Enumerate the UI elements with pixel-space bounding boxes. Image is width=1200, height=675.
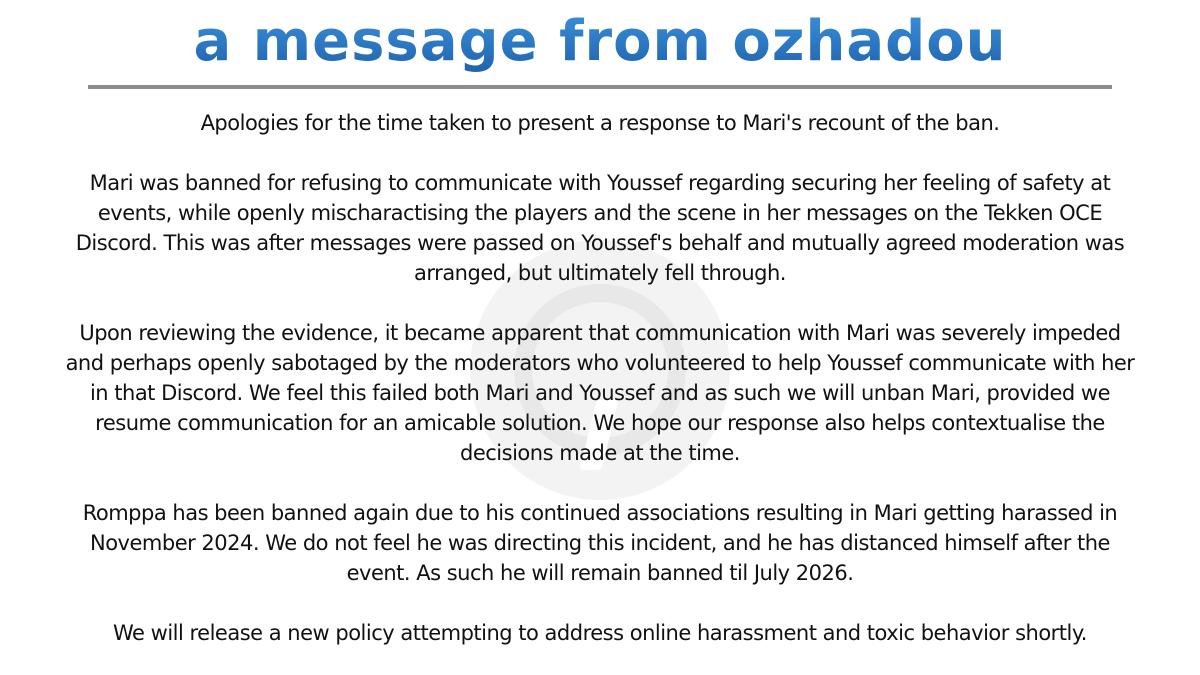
paragraph-review: Upon reviewing the evidence, it became apparent that communication with Mari was severely impeded and perhaps openly sabotaged by the moderators who volunteered to help Youssef communicate with her in that Discord. We feel this failed both Mari and Youssef and as such we will unban Mari, provided we resume communication for an amicable solution. We hope our response also helps contextualise the decisions made at the time. (65, 321, 1135, 465)
paragraph-policy: We will release a new policy attempting to address online harassment and toxic behavior shortly. (113, 621, 1087, 645)
paragraph-ban-reason: Mari was banned for refusing to communicate with Youssef regarding securing her feeling of safety at events, while openly mischaractising the players and the scene in her messages on the Tekken OCE Discord. This was after messages were passed on Youssef's behalf and mutually agreed moderation was arranged, but ultimately fell through. (75, 171, 1125, 285)
title-divider (88, 85, 1112, 89)
paragraph-apology: Apologies for the time taken to present a response to Mari's recount of the ban. (200, 111, 1000, 135)
message-body (60, 108, 1140, 648)
paragraph-romppa: Romppa has been banned again due to his continued associations resulting in Mari getting harassed in November 2024. We do not feel he was directing this incident, and he has distanced himself after the event. As such he will remain banned til July 2026. (82, 501, 1118, 585)
page-title: a message from ozhadou (0, 6, 1200, 78)
